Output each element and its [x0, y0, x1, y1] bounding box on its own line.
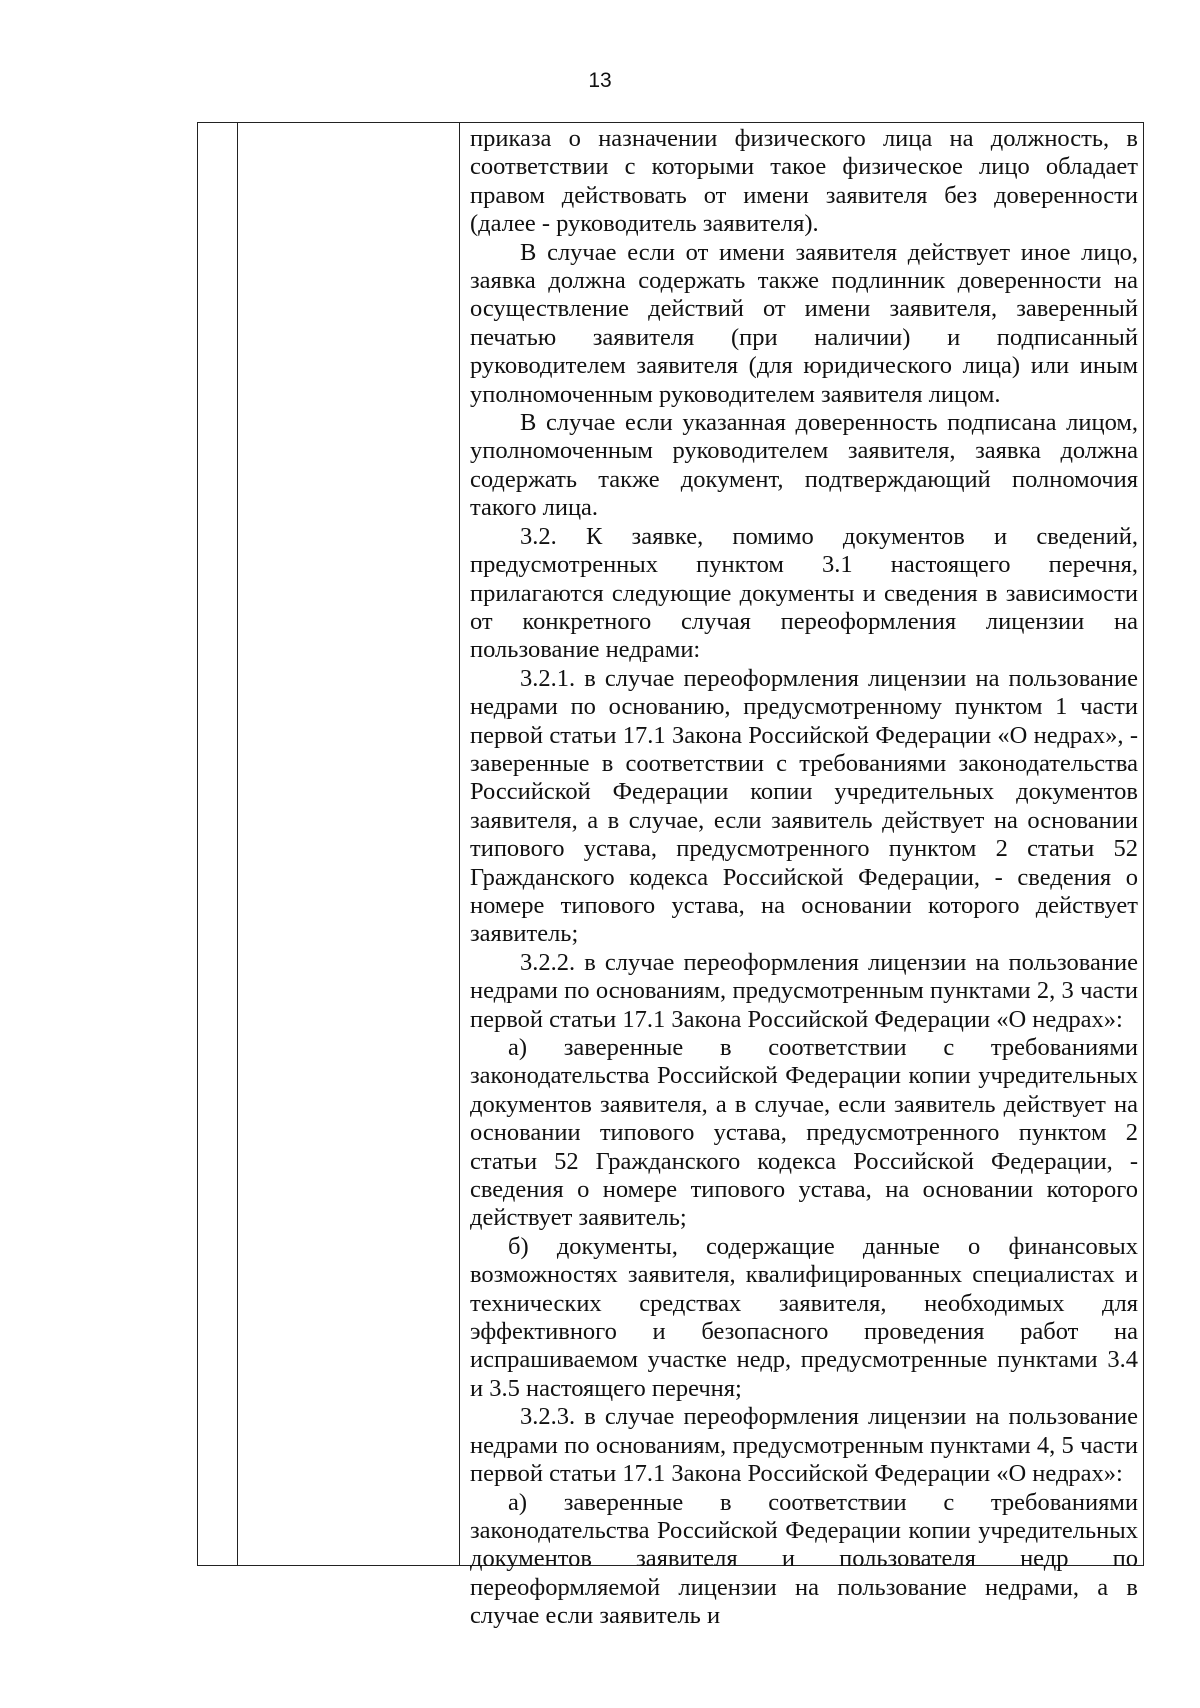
- table-column-divider: [459, 123, 460, 1565]
- list-item-a: а) заверенные в соответствии с требованиями законодательства Российской Федерации копии учредительных документов заявителя, а в случае, если заявитель действует на основании типового устава, предусмотренного пунктом 2 статьи 52 Гражданского кодекса Российской Федерации, - сведения о номере типового устава, на основании которого действует заявитель;: [470, 1034, 1138, 1232]
- table-text-cell: [470, 125, 1138, 1631]
- paragraph-3-2-3: 3.2.3. в случае переоформления лицензии на пользование недрами по основаниям, предусмотренным пунктами 4, 5 части первой статьи 17.1 Закона Российской Федерации «О недрах»:: [470, 1403, 1138, 1488]
- table-column-divider: [237, 123, 238, 1565]
- paragraph-3-2-1: 3.2.1. в случае переоформления лицензии на пользование недрами по основанию, предусмотренному пунктом 1 части первой статьи 17.1 Закона Российской Федерации «О недрах», - заверенные в соответствии с требованиями законодательства Российской Федерации копии учредительных документов заявителя, а в случае, если заявитель действует на основании типового устава, предусмотренного пунктом 2 статьи 52 Гражданского кодекса Российской Федерации, - сведения о номере типового устава, на основании которого действует заявитель;: [470, 664, 1138, 948]
- paragraph: В случае если указанная доверенность подписана лицом, уполномоченным руководителем заявителя, заявка должна содержать также документ, подтверждающий полномочия такого лица.: [470, 409, 1138, 522]
- paragraph: В случае если от имени заявителя действует иное лицо, заявка должна содержать также подлинник доверенности на осуществление действий от имени заявителя, заверенный печатью заявителя (при наличии) и подписанный руководителем заявителя (для юридического лица) или иным уполномоченным руководителем заявителя лицом.: [470, 238, 1138, 408]
- paragraph-3-2-2: 3.2.2. в случае переоформления лицензии на пользование недрами по основаниям, предусмотренным пунктами 2, 3 части первой статьи 17.1 Закона Российской Федерации «О недрах»:: [470, 948, 1138, 1033]
- paragraph-continuation: приказа о назначении физического лица на должность, в соответствии с которыми такое физическое лицо обладает правом действовать от имени заявителя без доверенности (далее - руководитель заявителя).: [470, 125, 1138, 238]
- paragraph-3-2: 3.2. К заявке, помимо документов и сведений, предусмотренных пунктом 3.1 настоящего перечня, прилагаются следующие документы и сведения в зависимости от конкретного случая переоформления лицензии на пользование недрами:: [470, 522, 1138, 664]
- list-item-b: б) документы, содержащие данные о финансовых возможностях заявителя, квалифицированных специалистах и технических средствах заявителя, необходимых для эффективного и безопасного проведения работ на испрашиваемом участке недр, предусмотренные пунктами 3.4 и 3.5 настоящего перечня;: [470, 1232, 1138, 1402]
- document-table: [197, 122, 1144, 1630]
- list-item-a: а) заверенные в соответствии с требованиями законодательства Российской Федерации копии учредительных документов заявителя и пользователя недр по переоформляемой лицензии на пользование недрами, а в случае если заявитель и: [470, 1488, 1138, 1630]
- page-number: 13: [588, 69, 612, 92]
